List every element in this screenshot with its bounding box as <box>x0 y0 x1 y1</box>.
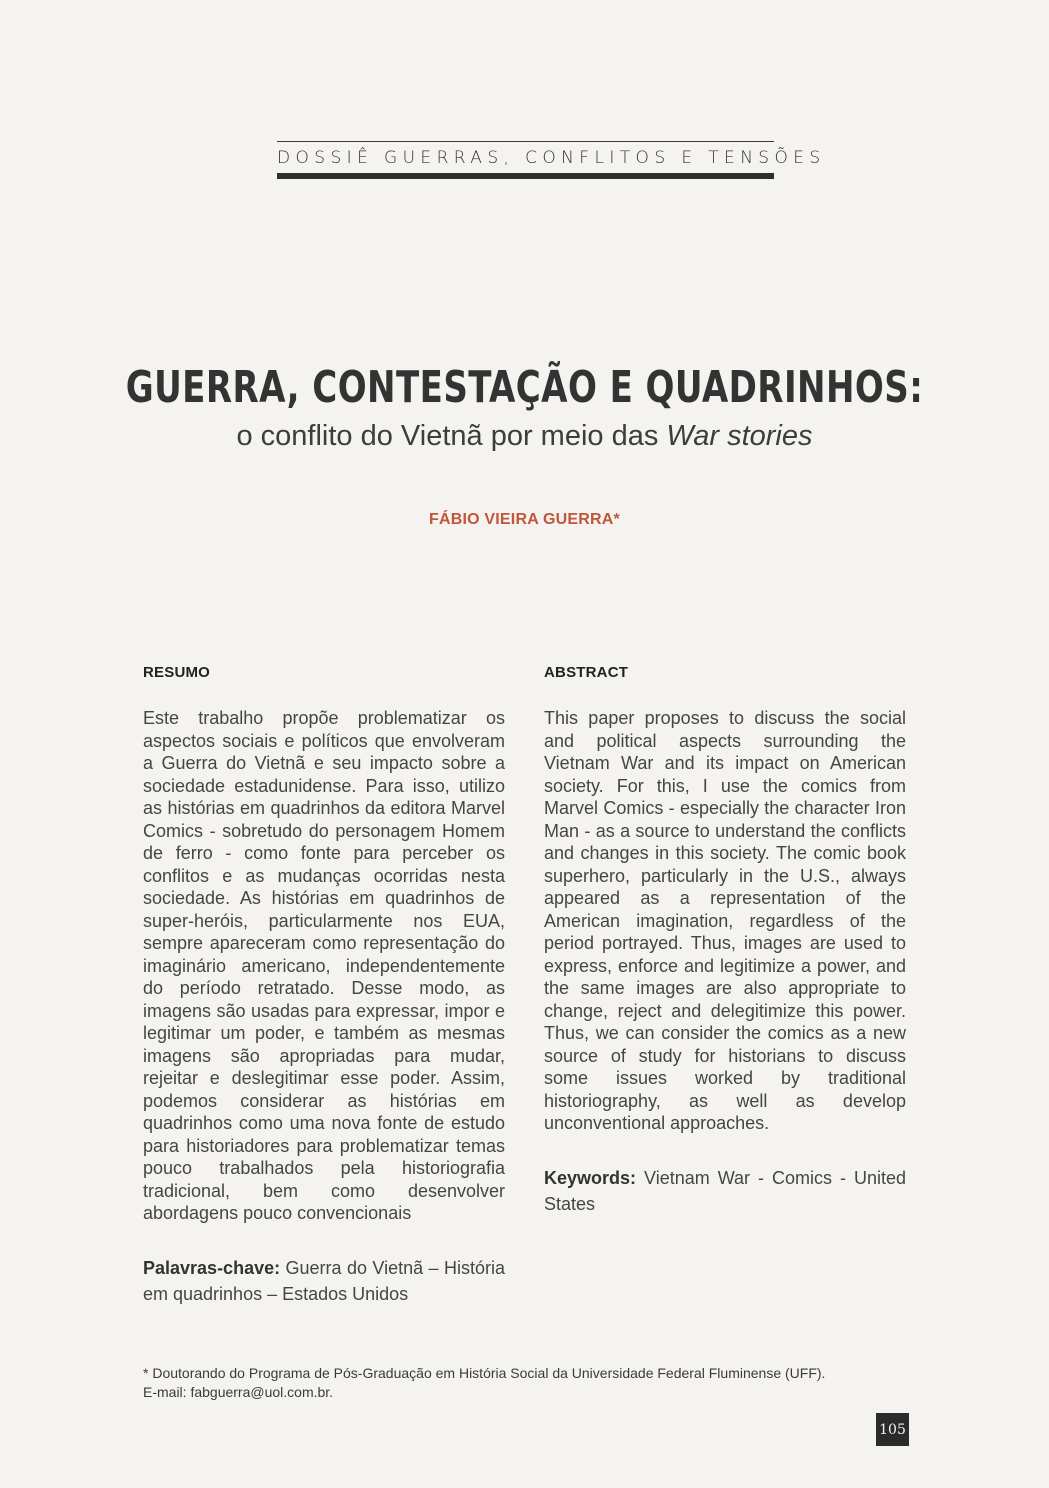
dossier-header <box>277 141 826 179</box>
subtitle-plain: o conflito do Vietnã por meio das <box>236 420 667 452</box>
subtitle-italic: War stories <box>666 420 813 452</box>
footnote-affiliation: * Doutorando do Programa de Pós-Graduação em História Social da Universidade Federal Fluminense (UFF). <box>143 1365 826 1381</box>
section-title: DOSSIÊ GUERRAS, CONFLITOS E TENSÕES <box>277 148 826 168</box>
keywords-label: Keywords: <box>544 1167 637 1188</box>
resumo-heading: RESUMO <box>143 664 211 681</box>
abstract-heading: ABSTRACT <box>544 664 629 681</box>
resumo-column <box>143 664 505 1307</box>
footnote-email: E-mail: fabguerra@uol.com.br. <box>143 1384 334 1400</box>
footnote <box>143 1364 923 1402</box>
article-title: GUERRA, CONTESTAÇÃO E QUADRINHOS: <box>125 362 924 413</box>
page-number: 105 <box>876 1413 909 1446</box>
header-rule-bottom <box>277 173 774 179</box>
keywords-label: Palavras-chave: <box>143 1257 281 1278</box>
keywords-list: Guerra do Vietnã – História em quadrinhos – Estados Unidos <box>143 1257 505 1304</box>
abstract-keywords <box>544 1165 906 1217</box>
keywords-list: Vietnam War - Comics - United States <box>544 1167 906 1214</box>
abstract-text: This paper proposes to discuss the social and political aspects surrounding the Vietnam War and its impact on American society. For this, I use the comics from Marvel Comics - especially the character Iron Man - as a source to understand the conflicts and changes in this society. The comic book superhero, particularly in the U.S., always appeared as a representation of the American imagination, regardless of the period portrayed. Thus, images are used to express, enforce and legitimize a power, and the same images are also appropriate to change, reject and delegitimize this power. Thus, we can consider the comics as a new source of study for historians to discuss some issues worked by traditional historiography, as well as develop unconventional approaches. <box>544 708 906 1133</box>
author-name: FÁBIO VIEIRA GUERRA* <box>429 511 620 528</box>
resumo-keywords <box>143 1255 505 1307</box>
article-subtitle <box>0 420 1049 453</box>
resumo-text: Este trabalho propõe problematizar os aspectos sociais e políticos que envolveram a Guerra do Vietnã e seu impacto sobre a sociedade estadunidense. Para isso, utilizo as histórias em quadrinhos da editora Marvel Comics - sobretudo do personagem Homem de ferro - como fonte para perceber os conflitos e as mudanças ocorridas nesta sociedade. As histórias em quadrinhos de super-heróis, particularmente nos EUA, sempre apareceram como representação do imaginário americano, independentemente do período retratado. Desse modo, as imagens são usadas para expressar, impor e legitimar um poder, e também as mesmas imagens são apropriadas para mudar, rejeitar e deslegitimar esse poder. Assim, podemos considerar as histórias em quadrinhos como uma nova fonte de estudo para historiadores para problematizar temas pouco trabalhados pela historiografia tradicional, bem como desenvolver abordagens pouco convencionais <box>143 708 505 1223</box>
abstract-column <box>544 664 906 1217</box>
